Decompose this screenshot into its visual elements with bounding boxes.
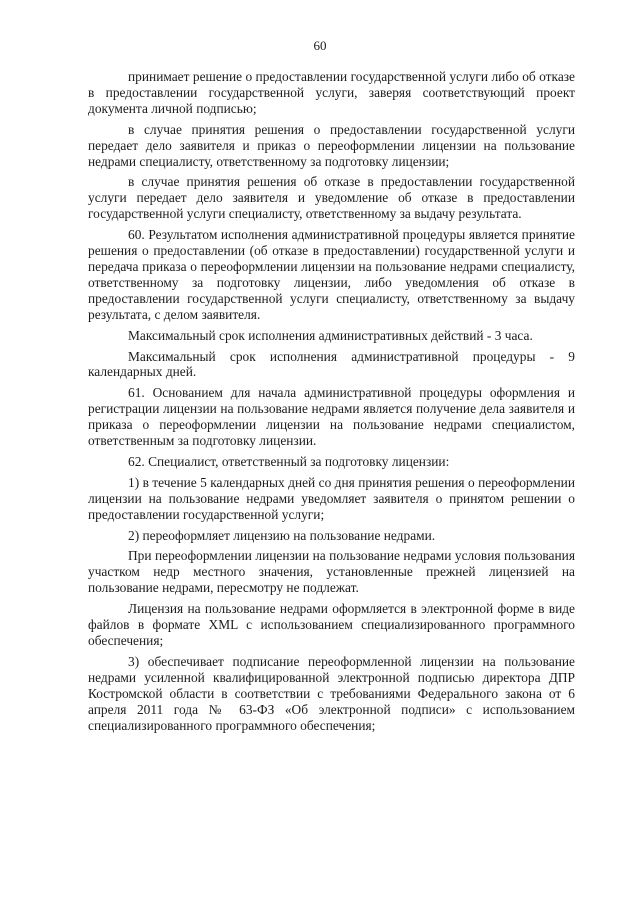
document-body (88, 69, 575, 733)
paragraph-max-time-procedure: Максимальный срок исполнения административной процедуры - 9 календарных дней. (88, 348, 575, 380)
paragraph-decision: принимает решение о предоставлении государственной услуги либо об отказе в предоставлении государственной услуги, заверяя соответствующий проект документа личной подписью; (88, 69, 575, 116)
paragraph-61-basis: 61. Основанием для начала административной процедуры оформления и регистрации лицензии на пользование недрами является получение дела заявителя и приказа о переоформлении лицензии на пользование недрами специалистом, ответственным за подготовку лицензии. (88, 385, 575, 449)
paragraph-60-result: 60. Результатом исполнения административной процедуры является принятие решения о предоставлении (об отказе в предоставлении) государственной услуги и передача приказа о переоформлении лицензии на пользование недрами специалисту, ответственному за подготовку лицензии, либо уведомления об отказе в предоставлении государственной услуги специалисту, ответственному за выдачу результата, с делом заявителя. (88, 227, 575, 322)
paragraph-max-time-actions: Максимальный срок исполнения административных действий - 3 часа. (128, 327, 533, 343)
paragraph-electronic-form: Лицензия на пользование недрами оформляется в электронной форме в виде файлов в формате XML с использованием специализированного программного обеспечения; (88, 601, 575, 648)
paragraph-item-2-reissue: 2) переоформляет лицензию на пользование недрами. (128, 527, 436, 543)
paragraph-conditions: При переоформлении лицензии на пользование недрами условия пользования участком недр местного значения, установленные прежней лицензией на пользование недрами, пересмотру не подлежат. (88, 548, 575, 596)
paragraph-refusal-case: в случае принятия решения об отказе в предоставлении государственной услуги передает дело заявителя и уведомление об отказе в предоставлении государственной услуги специалисту, ответственному за выдачу результата. (88, 174, 575, 222)
page-number: 60 (313, 38, 327, 53)
paragraph-approval-case: в случае принятия решения о предоставлении государственной услуги передает дело заявителя и приказ о переоформлении лицензии на пользование недрами специалисту, ответственному за подготовку лицензии; (88, 121, 575, 169)
paragraph-62-specialist: 62. Специалист, ответственный за подготовку лицензии: (128, 453, 450, 469)
paragraph-item-1-notify: 1) в течение 5 календарных дней со дня принятия решения о переоформлении лицензии на пользование недрами уведомляет заявителя о принятом решении о предоставлении государственной услуги; (88, 474, 575, 522)
paragraph-item-3-signature: 3) обеспечивает подписание переоформленной лицензии на пользование недрами усиленной квалифицированной электронной подписью директора ДПР Костромской области в соответствии с требованиями Федерального закона от 6 апреля 2011 года № 63-ФЗ «Об электронной подписи» с использованием специализированного программного обеспечения; (88, 653, 575, 733)
